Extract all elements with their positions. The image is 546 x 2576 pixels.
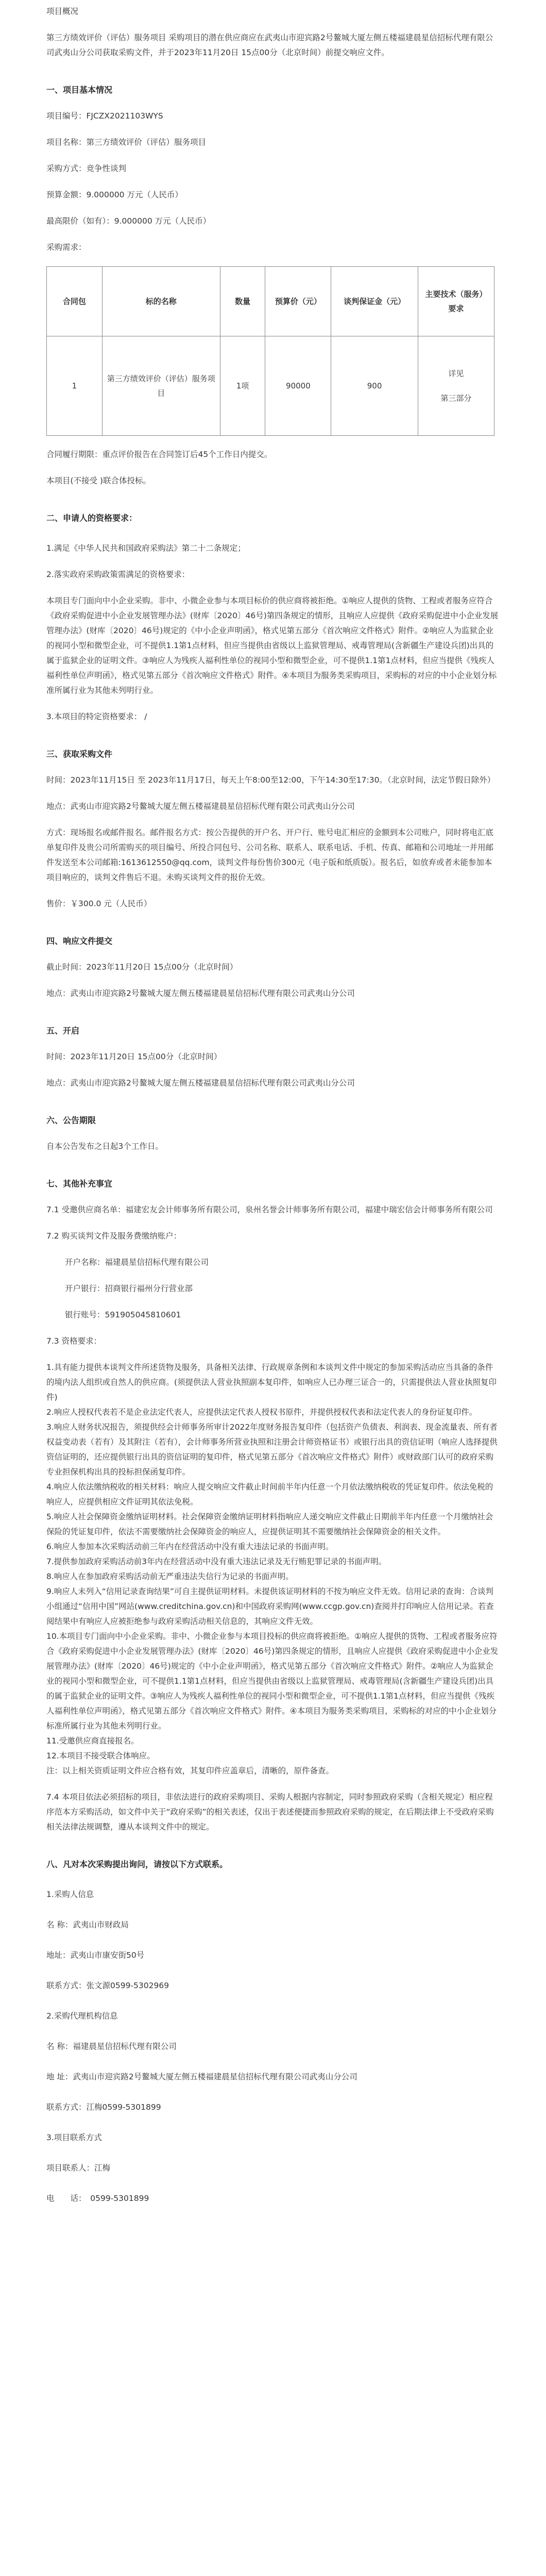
qualification-heading: 7.3 资格要求：	[46, 1336, 102, 1346]
list-item: 12.本项目不接受联合体响应。	[46, 1751, 155, 1760]
table-header-row	[47, 267, 494, 336]
cell-package: 1	[47, 336, 103, 436]
col-header-quantity: 数量	[220, 267, 265, 336]
project-number: 项目编号：FJCZX2021103WYS	[46, 111, 163, 121]
qualification-2-detail: 本项目专门面向中小企业采购。非中、小微企业参与本项目标价的供应商将被拒绝。①响应人提供的货物、工程或者服务应符合《政府采购促进中小企业发展管理办法》(财库〔2020〕46号)第四条规定的情形，且响应人应提供《政府采购促进中小企业发展管理办法》(财库〔2020〕46号)规定的《中小企业声明函》，格式见第五部分《首次响应文件格式》附件。②响应人为监狱企业的视同小型和微型企业，可不提供1.1第1点材料，但应当提供由省级以上监狱管理局、戒毒管理局(含新疆生产建设兵团)出具的属于监狱企业的证明文件。③响应人为残疾人福利性单位的视同小型和微型企业，可不提供1.1第1点材料，但应当提供《残疾人福利性单位声明函》，格式见第五部分《首次响应文件格式》附件。④本项目为服务类采购项目，采购标的对应的中小企业划分标准所属行业为其他未列明行业。	[46, 596, 499, 695]
procurement-method: 采购方式：竞争性谈判	[46, 164, 127, 173]
cell-deposit: 900	[331, 336, 418, 436]
project-contact-person: 项目联系人：江梅	[46, 2163, 111, 2173]
section-2-title: 二、申请人的资格要求：	[46, 513, 138, 523]
account-heading: 7.2 购买谈判文件及服务费缴纳账户：	[46, 1231, 182, 1241]
col-header-item-name: 标的名称	[102, 267, 220, 336]
cell-requirements-line-2: 第三部分	[440, 394, 472, 403]
max-price: 最高限价（如有）：9.000000 万元（人民币）	[46, 216, 211, 226]
consortium-note: 本项目(不接受 )联合体投标。	[46, 476, 151, 485]
buyer-contact: 联系方式：张文源0599-5302969	[46, 1981, 169, 1990]
col-header-budget: 预算价（元）	[265, 267, 331, 336]
announcement-period: 自本公告发布之日起3个工作日。	[46, 1142, 163, 1151]
table-row	[47, 336, 494, 436]
agency-info-title: 2.采购代理机构信息	[46, 2011, 118, 2021]
list-item: 5.响应人社会保障资金缴纳证明材料。社会保障资金缴纳证明材料指响应人递交响应文件截止日期前半年内任意一个月缴纳社会保险的凭证复印件，依法不需要缴纳社会保障资金的响应人，应提供证明其不需要缴纳社会保障资金的相关文件。	[46, 1512, 493, 1536]
list-item: 8.响应人在参加政府采购活动前无严重违法失信行为记录的书面声明。	[46, 1572, 294, 1581]
qualification-1: 1.满足《中华人民共和国政府采购法》第二十二条规定；	[46, 544, 246, 553]
buyer-name: 名 称：武夷山市财政局	[46, 1920, 129, 1929]
obtain-way: 方式：现场报名或邮件报名。邮件报名方式：按公告提供的开户名、开户行、账号电汇相应的金额到本公司账户，同时将电汇底单复印件及贵公司所需购买的项目编号、所投合同包号、公司名称、联系人、联系电话、手机、传真、邮箱和公司地址一并用邮件发送至本公司邮箱:1613612550@qq.com，谈判文件每份售价300元（电子版和纸质版）。报名后，如放弃或者未能参加本项目响应的，谈判文件售后不退。未购买谈判文件的报价无效。	[46, 828, 494, 882]
qualification-2: 2.落实政府采购政策需满足的资格要求：	[46, 570, 190, 579]
list-item: 7.提供参加政府采购活动前3年内在经营活动中没有重大违法记录及无行贿犯罪记录的书面声明。	[46, 1557, 387, 1566]
section-8-title: 八、凡对本次采购提出询问，请按以下方式联系。	[46, 1859, 228, 1869]
intro-text: 第三方绩效评价（评估）服务项目 采购项目的潜在供应商应在武夷山市迎宾路2号鳌城大厦左侧五楼福建晨星信招标代理有限公司武夷山分公司获取采购文件，并于2023年11月20日 15点00分（北京时间）前提交响应文件。	[46, 33, 493, 57]
list-item: 11.受邀供应商直接报名。	[46, 1736, 139, 1745]
opening-place: 地点：武夷山市迎宾路2号鳌城大厦左侧五楼福建晨星信招标代理有限公司武夷山分公司	[46, 1078, 355, 1088]
account-bank: 开户银行：招商银行福州分行营业部	[65, 1284, 193, 1293]
cell-item-name: 第三方绩效评价（评估）服务项目	[102, 336, 220, 436]
section-7-title: 七、其他补充事宜	[46, 1179, 113, 1189]
agency-name: 名 称：福建晨星信招标代理有限公司	[46, 2042, 177, 2051]
buyer-info-title: 1.采购人信息	[46, 1890, 94, 1899]
col-header-package: 合同包	[47, 267, 103, 336]
cell-requirements	[418, 336, 494, 436]
col-header-deposit: 谈判保证金（元）	[331, 267, 418, 336]
obtain-place: 地点：武夷山市迎宾路2号鳌城大厦左侧五楼福建晨星信招标代理有限公司武夷山分公司	[46, 802, 355, 811]
agency-address: 地 址：武夷山市迎宾路2号鳌城大厦左侧五楼福建晨星信招标代理有限公司武夷山分公司	[46, 2072, 357, 2081]
list-item: 10.本项目专门面向中小企业采购。非中、小微企业参与本项目投标的供应商将被拒绝。①响应人提供的货物、工程或者服务应符合《政府采购促进中小企业发展管理办法》(财库〔2020〕46号)第四条规定的情形，且响应人应提供《政府采购促进中小企业发展管理办法》(财库〔2020〕46号)规定的《中小企业声明函》，格式见第五部分《首次响应文件格式》附件。②响应人为监狱企业的视同小型和微型企业，可不提供1.1第1点材料，但应当提供由省级以上监狱管理局、戒毒管理局(含新疆生产建设兵团)出具的属于监狱企业的证明文件。③响应人为残疾人福利性单位的视同小型和微型企业，可不提供1.1第1点材料，但应当提供《残疾人福利性单位声明函》，格式见第五部分《首次响应文件格式》附件。④本项目为服务类采购项目，采购标的对应的中小企业划分标准所属行业为其他未列明行业。	[46, 1632, 499, 1731]
account-name: 开户名称：福建晨星信招标代理有限公司	[65, 1258, 209, 1267]
section-1-title: 一、项目基本情况	[46, 85, 113, 95]
project-contact-phone: 电 话： 0599-5301899	[46, 2194, 149, 2203]
procurement-note: 7.4 本项目依法必须招标的项目，非依法进行的政府采购项目、采购人根据内容制定，同时参照政府采购（含相关规定）相应程序范本方采购活动，如文件中关于“政府采购”的相关表述，仅出于表述便捷而参照政府采购的规定，在后期法律上不受政府采购相关法律法规调整，遵从本谈判文件中的规定。	[46, 1792, 494, 1832]
budget-amount: 预算金额：9.000000 万元（人民币）	[46, 190, 183, 199]
list-item: 9.响应人未列入“信用记录查询结果”可自主提供证明材料。未提供该证明材料的不按为响应文件无效。信用记录的查询：合谈判小组通过“信用中国”网站(www.creditchina.gov.cn)和中国政府采购网(www.ccgp.gov.cn)查阅并打印响应人信用记录。若查阅结果中有响应人应被拒绝参与政府采购活动相关信息的，其响应文件无效。	[46, 1587, 494, 1626]
submission-place: 地点：武夷山市迎宾路2号鳌城大厦左侧五楼福建晨星信招标代理有限公司武夷山分公司	[46, 989, 355, 998]
buyer-address: 地址：武夷山市康安街50号	[46, 1951, 145, 1960]
cell-budget: 90000	[265, 336, 331, 436]
project-name: 项目名称：第三方绩效评价（评估）服务项目	[46, 138, 207, 147]
qualification-3: 3.本项目的特定资格要求： /	[46, 712, 147, 721]
cell-quantity: 1项	[220, 336, 265, 436]
opening-time: 时间：2023年11月20日 15点00分（北京时间）	[46, 1052, 222, 1061]
list-item: 4.响应人依法缴纳税收的相关材料：响应人提交响应文件截止时间前半年内任意一个月依法缴纳税收的凭证复印件。依法免税的响应人，应提供相应文件证明其依法免税。	[46, 1482, 493, 1506]
section-3-title: 三、获取采购文件	[46, 749, 113, 759]
col-header-requirements: 主要技术（服务）要求	[418, 267, 494, 336]
account-number: 银行账号：591905045810601	[65, 1310, 181, 1319]
cell-requirements-line-1: 详见	[448, 369, 464, 378]
agency-contact: 联系方式：江梅0599-5301899	[46, 2103, 161, 2112]
document-price: 售价：￥300.0 元（人民币）	[46, 899, 152, 908]
intro-heading: 项目概况	[46, 7, 79, 16]
requirements-label: 采购需求：	[46, 243, 87, 252]
list-item: 1.具有能力提供本谈判文件所述货物及服务，具备相关法律、行政规章条例和本谈判文件中规定的参加采购活动应当具备的条件的境内法人组织或自然人的供应商。(须提供法人营业执照副本复印件，如响应人已办理三证合一的，只需提供法人营业执照复印件)	[46, 1363, 497, 1402]
section-4-title: 四、响应文件提交	[46, 936, 113, 946]
list-item: 注：以上相关资质证明文件应合格有效，其复印件应盖章后，清晰的，原件备查。	[46, 1766, 334, 1775]
invited-suppliers: 7.1 受邀供应商名单：福建宏友会计师事务所有限公司，泉州名誉会计师事务所有限公司，福建中瑞宏信会计师事务所有限公司	[46, 1205, 493, 1214]
project-contact-title: 3.项目联系方式	[46, 2133, 102, 2142]
list-item: 6.响应人参加本次采购活动前三年内在经营活动中没有重大违法记录的书面声明。	[46, 1542, 334, 1551]
list-item: 3.响应人财务状况报告，须提供经会计师事务所审计2022年度财务报告复印件（包括资产负债表、利润表、现金流量表、所有者权益变动表（若有）及其附注（若有），会计师事务所营业执照和注册会计师资格证书）或银行出具的资信证明（响应人选择提供资信证明的，还应提供银行出具的资信证明的复印件，格式见第五部分《首次响应文件格式》附件）或财政部门认可的政府采购专业担保机构出具的投标担保函复印件。	[46, 1422, 498, 1477]
contract-period: 合同履行期限：重点评价报告在合同签订后45个工作日内提交。	[46, 450, 272, 459]
obtain-time: 时间：2023年11月15日 至 2023年11月17日，每天上午8:00至12:00，下午14:30至17:30。（北京时间，法定节假日除外）	[46, 775, 496, 785]
submission-deadline: 截止时间：2023年11月20日 15点00分（北京时间）	[46, 962, 238, 972]
list-item: 2.响应人授权代表若不是企业法定代表人，应提供法定代表人授权书原件，并提供授权代表和法定代表人的身份证复印件。	[46, 1408, 477, 1417]
announcement-document	[46, 0, 500, 2206]
section-6-title: 六、公告期限	[46, 1115, 96, 1125]
section-5-title: 五、开启	[46, 1026, 80, 1036]
requirements-table	[46, 266, 494, 436]
